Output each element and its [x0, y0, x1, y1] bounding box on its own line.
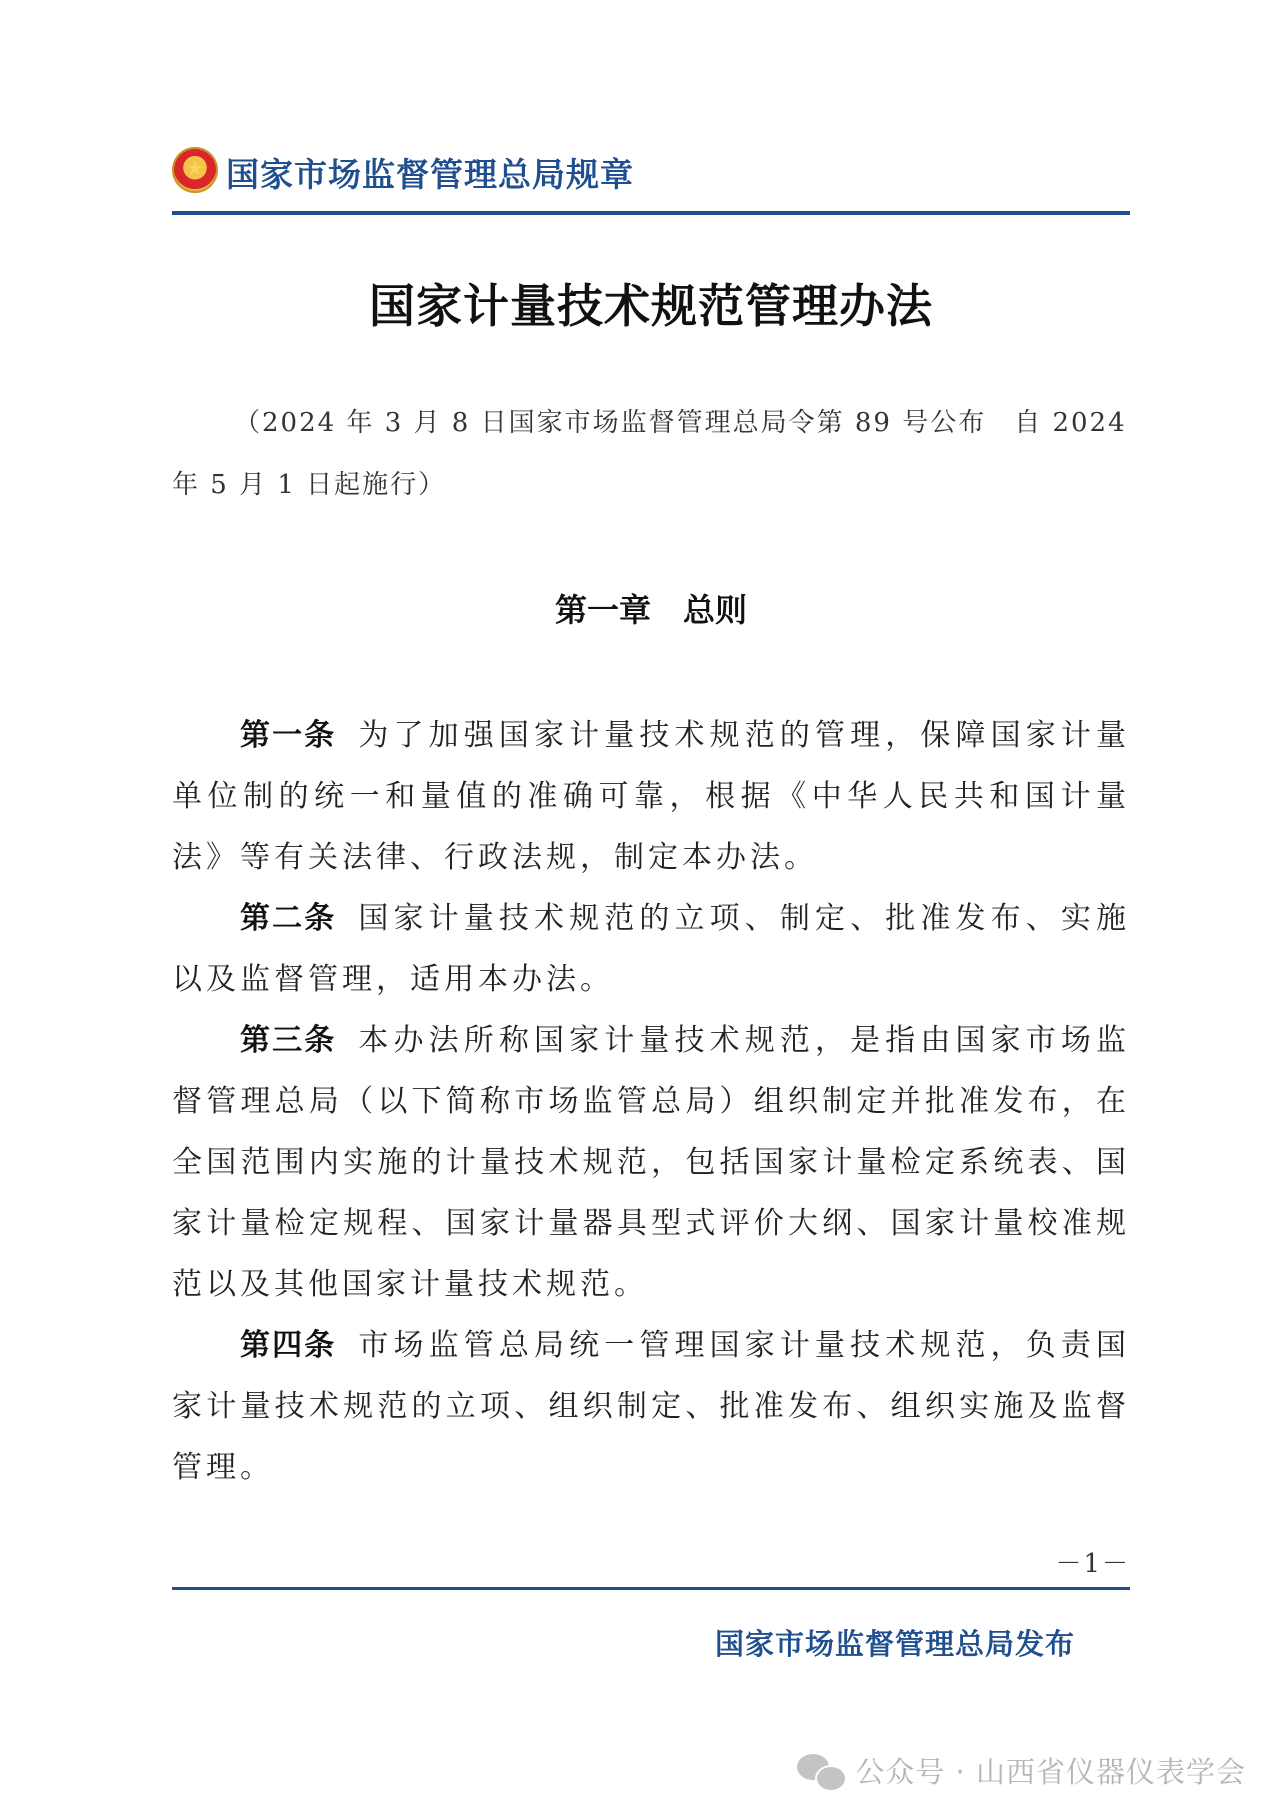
document-title: 国家计量技术规范管理办法: [369, 279, 933, 333]
article-text: 本办法所称国家计量技术规范，是指由国家市场监督管理总局（以下简称市场监管总局）组织制定并批准发布，在全国范围内实施的计量技术规范，包括国家计量检定系统表、国家计量检定规程、国家计量器具型式评价大纲、国家计量校准规范以及其他国家计量技术规范。: [172, 1023, 1130, 1302]
national-emblem-icon: [172, 147, 218, 193]
header-title: 国家市场监督管理总局规章: [226, 155, 634, 194]
document-body: [172, 705, 1130, 1498]
article-label: 第三条: [240, 1023, 337, 1058]
article-text: 市场监管总局统一管理国家计量技术规范，负责国家计量技术规范的立项、组织制定、批准发布、组织实施及监督管理。: [172, 1328, 1130, 1485]
wechat-icon: [797, 1752, 845, 1790]
article-label: 第二条: [240, 901, 337, 936]
article-text: 为了加强国家计量技术规范的管理，保障国家计量单位制的统一和量值的准确可靠，根据《中华人民共和国计量法》等有关法律、行政法规，制定本办法。: [172, 718, 1130, 875]
article-4: [172, 1315, 1130, 1498]
watermark-text: 公众号 · 山西省仪器仪表学会: [855, 1755, 1246, 1789]
article-text: 国家计量技术规范的立项、制定、批准发布、实施以及监督管理，适用本办法。: [172, 901, 1130, 997]
wechat-watermark: [797, 1750, 1246, 1791]
chapter-title: 第一章 总则: [554, 591, 747, 629]
promulgation-note: （2024 年 3 月 8 日国家市场监督管理总局令第 89 号公布 自 2024 年 5 月 1 日起施行）: [172, 408, 1127, 500]
article-label: 第四条: [240, 1328, 337, 1363]
header-divider: [172, 211, 1130, 215]
article-label: 第一条: [240, 718, 337, 753]
document-header: [172, 145, 1130, 215]
article-2: [172, 888, 1130, 1010]
article-1: [172, 705, 1130, 888]
footer-divider: [172, 1587, 1130, 1590]
publisher-line: 国家市场监督管理总局发布: [714, 1627, 1075, 1661]
page-number: －1－: [1055, 1549, 1130, 1579]
article-3: [172, 1010, 1130, 1315]
